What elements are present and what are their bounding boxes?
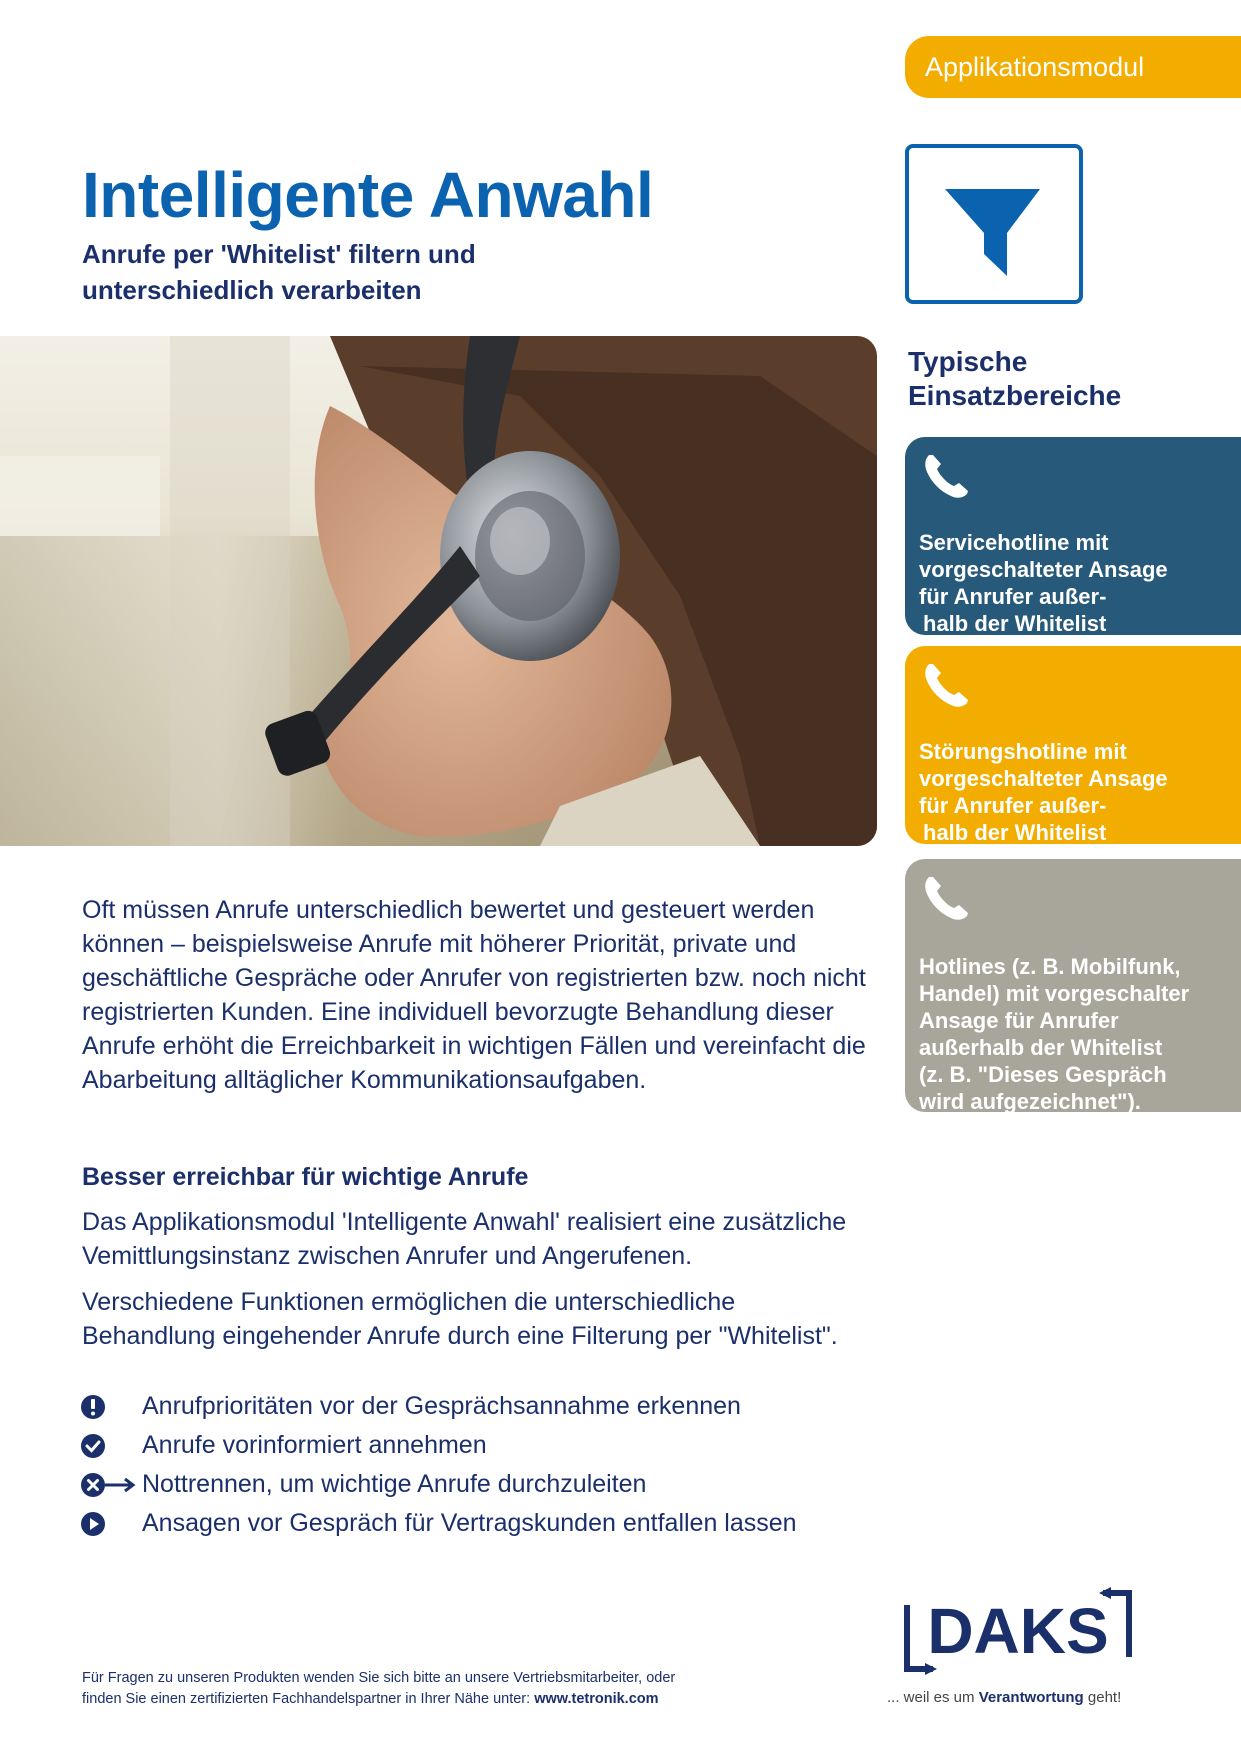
list-item xyxy=(80,1387,900,1426)
headset-photo xyxy=(0,336,877,846)
typical-heading-line-1: Typische xyxy=(908,346,1028,377)
play-icon xyxy=(80,1510,142,1538)
page-subtitle xyxy=(82,236,602,308)
filter-icon-box xyxy=(905,144,1083,304)
footer-contact xyxy=(82,1668,782,1710)
footer-line-2-text: finden Sie einen zertifizierten Fachhandelspartner in Ihrer Nähe unter: xyxy=(82,1691,535,1707)
use-case-line: halb der Whitelist xyxy=(923,611,1107,636)
intro-paragraph: Oft müssen Anrufe unterschiedlich bewertet und gesteuert werden können – beispielsweise Anrufe mit höherer Priorität, private und geschäftliche Gespräche oder Anrufer von registrierten bzw. noch nicht registrierten Kunden. Eine individuell bevorzugte Behandlung dieser Anrufe erhöht die Erreichbarkeit in wichtigen Fällen und vereinfacht die Abarbeitung alltäglicher Kommunikationsaufgaben. xyxy=(82,896,866,1094)
functions-description: Verschiedene Funktionen ermöglichen die unterschiedliche Behandlung eingehender Anrufe durch eine Filterung per "Whitelist". xyxy=(82,1288,838,1350)
feature-text: Nottrennen, um wichtige Anrufe durchzuleiten xyxy=(142,1470,647,1498)
list-item xyxy=(80,1465,900,1504)
footer-url-link[interactable]: www.tetronik.com xyxy=(534,1691,659,1707)
use-case-line: außerhalb der Whitelist xyxy=(919,1035,1163,1060)
logo-slogan xyxy=(887,1689,1121,1706)
use-case-line: vorgeschalteter Ansage xyxy=(919,557,1168,582)
phone-icon xyxy=(919,449,973,503)
module-description: Das Applikationsmodul 'Intelligente Anwahl' realisiert eine zusätzliche Vemittlungsinstanz zwischen Anrufer und Angerufenen. xyxy=(82,1208,847,1270)
slogan-strong: Verantwortung xyxy=(978,1689,1084,1706)
typical-uses-heading xyxy=(908,345,1208,413)
checkmark-icon xyxy=(80,1432,142,1460)
use-case-text xyxy=(919,953,1225,1115)
exclamation-icon xyxy=(80,1393,142,1421)
filter-icon xyxy=(909,148,1079,300)
use-case-line: Servicehotline mit xyxy=(919,530,1109,555)
page-title: Intelligente Anwahl xyxy=(82,159,654,231)
list-item xyxy=(80,1426,900,1465)
section-heading: Besser erreichbar für wichtige Anrufe xyxy=(82,1163,529,1191)
subtitle-line-1: Anrufe per 'Whitelist' filtern und xyxy=(82,239,476,269)
use-case-text xyxy=(919,738,1225,846)
feature-list xyxy=(80,1387,900,1543)
use-case-line: (z. B. "Dieses Gespräch xyxy=(919,1062,1167,1087)
use-case-line: Hotlines (z. B. Mobilfunk, xyxy=(919,954,1181,979)
feature-text: Ansagen vor Gespräch für Vertragskunden entfallen lassen xyxy=(142,1509,797,1537)
subtitle-line-2: unterschiedlich verarbeiten xyxy=(82,275,422,305)
phone-icon xyxy=(919,658,973,712)
use-case-line: Ansage für Anrufer xyxy=(919,1008,1119,1033)
footer-line-1: Für Fragen zu unseren Produkten wenden Sie sich bitte an unsere Vertriebsmitarbeiter, oder xyxy=(82,1670,676,1686)
use-case-card-service-hotline xyxy=(905,437,1241,635)
disconnect-arrow-icon xyxy=(80,1471,142,1499)
daks-logo xyxy=(903,1585,1133,1677)
logo-text: DAKS xyxy=(927,1595,1109,1667)
feature-text: Anrufe vorinformiert annehmen xyxy=(142,1431,487,1459)
typical-heading-line-2: Einsatzbereiche xyxy=(908,380,1122,411)
use-case-line: vorgeschalteter Ansage xyxy=(919,766,1168,791)
use-case-card-fault-hotline xyxy=(905,646,1241,844)
use-case-line: für Anrufer außer- xyxy=(919,584,1107,609)
use-case-line: halb der Whitelist xyxy=(923,820,1107,845)
list-item xyxy=(80,1504,900,1543)
use-case-line: Handel) mit vorgeschalter xyxy=(919,981,1190,1006)
feature-text: Anrufprioritäten vor der Gesprächsannahme erkennen xyxy=(142,1392,741,1420)
use-case-line: Störungshotline mit xyxy=(919,739,1127,764)
phone-icon xyxy=(919,871,973,925)
footer-line-2 xyxy=(82,1689,782,1710)
use-case-text xyxy=(919,529,1225,637)
use-case-line: für Anrufer außer- xyxy=(919,793,1107,818)
use-case-card-hotlines xyxy=(905,859,1241,1112)
module-badge: Applikationsmodul xyxy=(905,36,1241,98)
use-case-line: wird aufgezeichnet"). xyxy=(919,1089,1141,1114)
slogan-suffix: geht! xyxy=(1083,1689,1122,1706)
slogan-prefix: ... weil es um xyxy=(887,1689,979,1706)
